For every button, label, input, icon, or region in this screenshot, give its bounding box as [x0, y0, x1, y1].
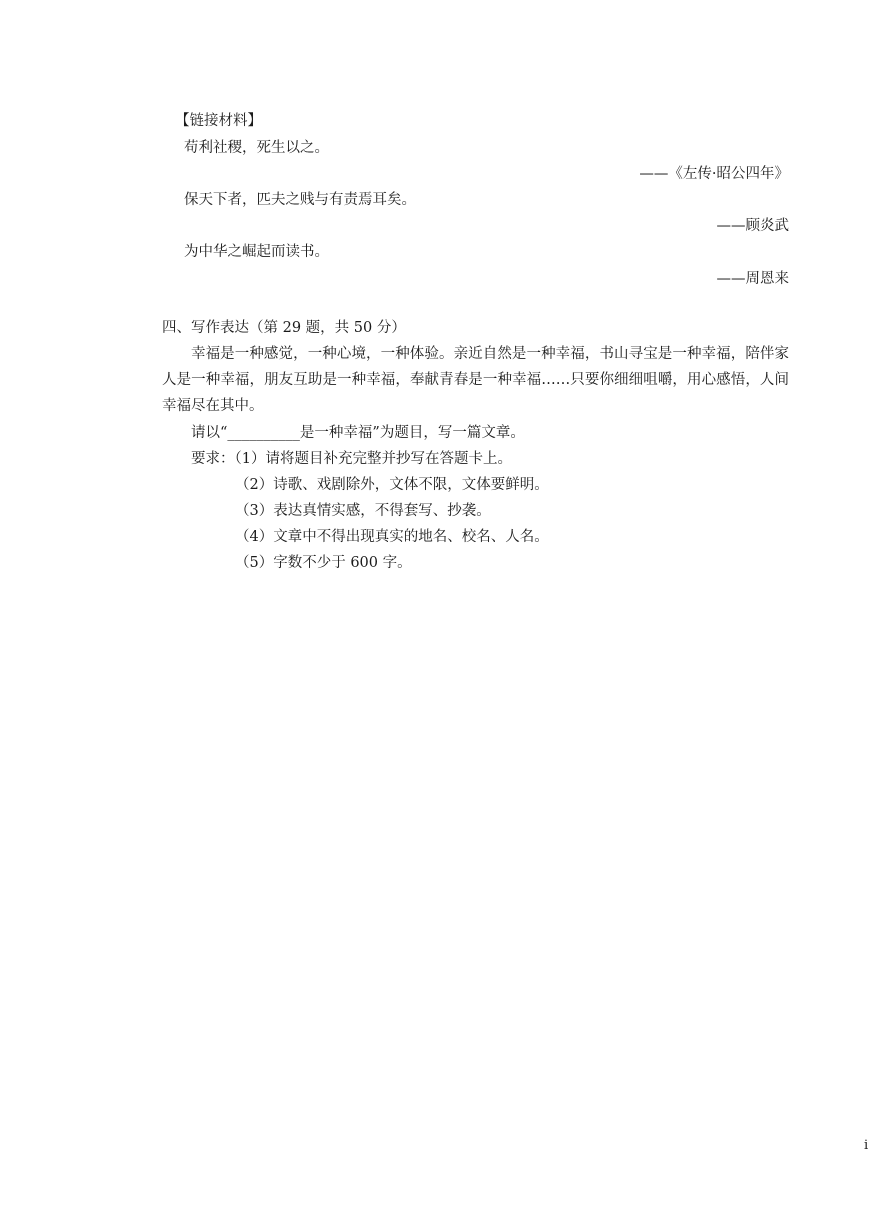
requirement-4: （4）文章中不得出现真实的地名、校名、人名。	[235, 529, 549, 545]
quote-2-text: 保天下者，匹夫之贱与有责焉耳矣。	[184, 192, 416, 208]
requirement-1: 要求：（1）请将题目补充完整并抄写在答题卡上。	[191, 451, 512, 467]
link-material-heading: 【链接材料】	[175, 113, 262, 129]
writing-prompt: 请以“__________是一种幸福”为题目，写一篇文章。	[191, 425, 525, 441]
quote-2-source: ——顾炎武	[716, 218, 789, 234]
quote-1-text: 苟利社稷，死生以之。	[184, 140, 329, 156]
section-title: 四、写作表达（第 29 题，共 50 分）	[162, 320, 406, 336]
quote-3-source: ——周恩来	[716, 271, 789, 287]
page-mark: i	[864, 1138, 869, 1153]
requirement-5: （5）字数不少于 600 字。	[235, 555, 412, 571]
requirement-3: （3）表达真情实感，不得套写、抄袭。	[235, 503, 491, 519]
quote-1-source: ——《左传·昭公四年》	[639, 166, 789, 182]
writing-paragraph: 幸福是一种感觉，一种心境，一种体验。亲近自然是一种幸福，书山寻宝是一种幸福，陪伴家人是一种幸福，朋友互助是一种幸福，奉献青春是一种幸福……只要你细细咀嚼，用心感悟，人间幸福尽在其中。	[162, 346, 789, 414]
requirement-2: （2）诗歌、戏剧除外，文体不限，文体要鲜明。	[235, 477, 549, 493]
quote-3-text: 为中华之崛起而读书。	[184, 244, 329, 260]
